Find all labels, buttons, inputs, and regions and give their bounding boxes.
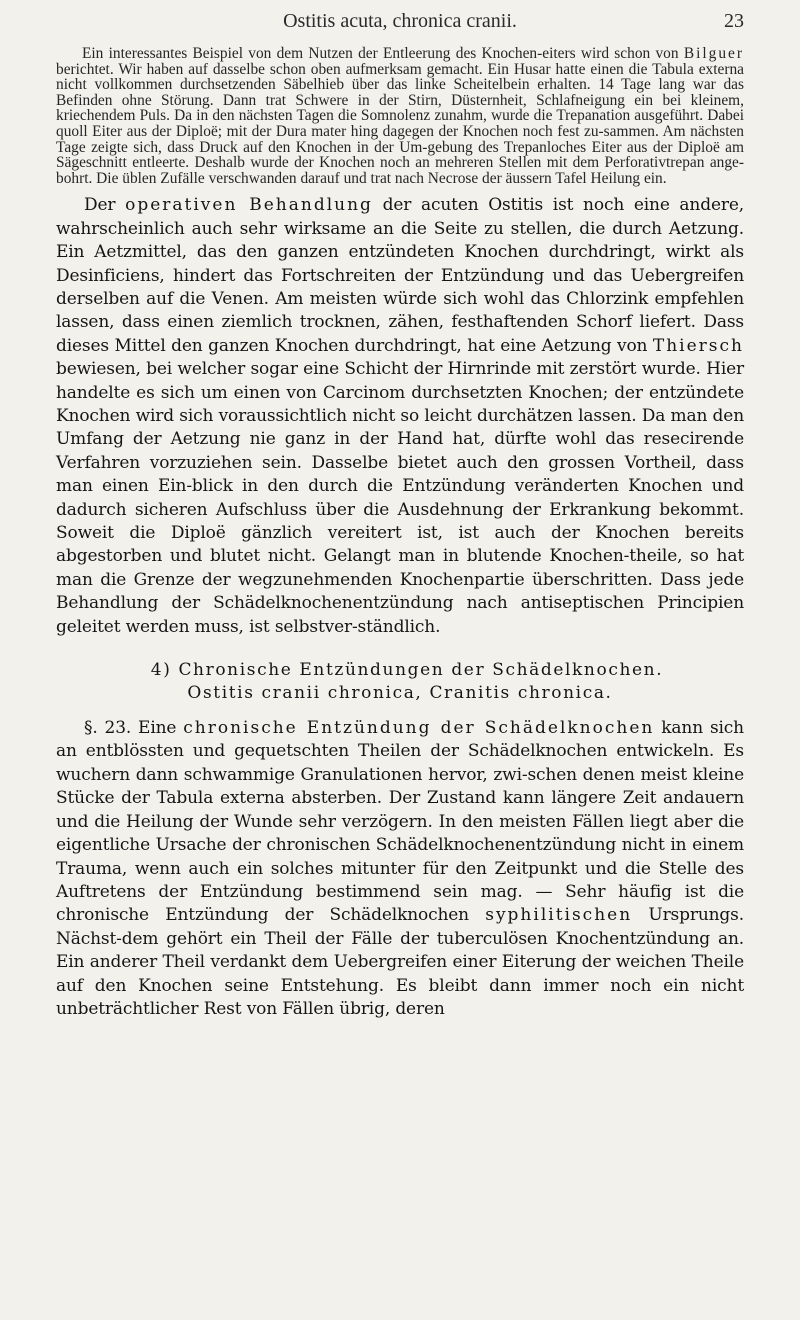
case-note-text-1: Ein interessantes Beispiel von dem Nutzen der Entleerung des Knochen-eiters wird schon von	[82, 45, 684, 62]
author-name-thiersch: Thiersch	[652, 335, 744, 356]
book-page	[56, 10, 744, 1021]
paragraph-23-text-3: Ursprungs. Nächst-dem gehört ein Theil der Fälle der tuberculösen Knochentzündung an. Ein anderer Theil verdankt dem Uebergreifen einer Eiterung der weichen Theile auf den Knochen seine Entstehung. Es bleibt dann immer noch ein nicht unbeträchtlicher Rest von Fällen übrig, deren	[56, 905, 744, 1019]
main-text	[56, 194, 744, 1021]
emphasis-syphilitic: syphilitischen	[485, 905, 633, 926]
page-number: 23	[724, 10, 744, 32]
running-title: Ostitis acuta, chronica cranii.	[283, 10, 517, 32]
section-heading-line-1: 4) Chronische Entzündungen der Schädelknochen.	[150, 660, 664, 681]
operative-text-1: Der	[84, 195, 126, 216]
paragraph-23-text-2: kann sich an entblössten und gequetschten Theilen der Schädelknochen entwickeln. Es wuchern dann schwammige Granulationen hervor, zwi-schen denen meist kleine Stücke der Tabula externa absterben. Der Zustand kann längere Zeit andauern und die Heilung der Wunde sehr verzögern. In den meisten Fällen liegt aber die eigentliche Ursache der chronischen Schädelknochenentzündung nicht in einem Trauma, wenn auch ein solches mitunter für den Zeitpunkt und die Stelle des Auftretens der Entzündung bestimmend sein mag. — Sehr häufig ist die chronische Entzündung der Schädelknochen	[56, 718, 744, 926]
paragraph-23-text-1: §. 23. Eine	[84, 718, 184, 739]
case-note-text-2: berichtet. Wir haben auf dasselbe schon oben aufmerksam gemacht. Ein Husar hatte einen die Tabula externa nicht vollkommen durchsetzenden Säbelhieb über das linke Scheitelbein erhalten. 14 Tage lang war das Befinden ohne Störung. Dann trat Schwere in der Stirn, Düsternheit, Schlafneigung ein bei kleinem, kriechendem Puls. Da in den nächsten Tagen die Somnolenz zunahm, wurde die Trepanation ausgeführt. Dabei quoll Eiter aus der Diploë; mit der Dura mater hing dagegen der Knochen noch fest zu-sammen. Am nächsten Tage zeigte sich, dass Druck auf den Knochen in der Um-gebung des Trepanloches Eiter aus der Diploë am Sägeschnitt entleerte. Deshalb wurde der Knochen noch an mehreren Stellen mit dem Perforativtrepan ange-bohrt. Die üblen Zufälle verschwanden darauf und trat nach Necrose der äussern Tafel Heilung ein.	[56, 60, 744, 187]
section-heading	[56, 659, 744, 705]
section-heading-line-2: Ostitis cranii chronica, Cranitis chronica.	[187, 683, 613, 704]
operative-text-2: der acuten Ostitis ist noch eine andere, wahrscheinlich auch sehr wirksame an die Seite zu stellen, die durch Aetzung. Ein Aetzmittel, das den ganzen entzündeten Knochen durchdringt, wirkt als Desinficiens, hindert das Fortschreiten der Entzündung und das Uebergreifen derselben auf die Venen. Am meisten würde sich wohl das Chlorzink empfehlen lassen, dass einen ziemlich trocknen, zähen, festhaftenden Schorf liefert. Dass dieses Mittel den ganzen Knochen durchdringt, hat eine Aetzung von	[56, 195, 744, 356]
paragraph-23	[56, 717, 744, 1021]
case-note	[56, 46, 744, 186]
operative-paragraph	[56, 194, 744, 639]
operative-text-3: bewiesen, bei welcher sogar eine Schicht der Hirnrinde mit zerstört wurde. Hier handelte es sich um einen von Carcinom durchsetzten Knochen; der entzündete Knochen wird sich voraussichtlich nicht so leicht durchätzen lassen. Da man den Umfang der Aetzung nie ganz in der Hand hat, dürfte wohl das resecirende Verfahren vorzuziehen sein. Dasselbe bietet auch den grossen Vortheil, dass man einen Ein-blick in den durch die Entzündung veränderten Knochen und dadurch sicheren Aufschluss über die Ausdehnung der Erkrankung bekommt. Soweit die Diploë gänzlich vereitert ist, ist auch der Knochen bereits abgestorben und blutet nicht. Gelangt man in blutende Knochen-theile, so hat man die Grenze der wegzunehmenden Knochenpartie überschritten. Dass jede Behandlung der Schädelknochenentzündung nach antiseptischen Principien geleitet werden muss, ist selbstver-ständlich.	[56, 359, 744, 637]
emphasis-chronic-inflammation: chronische Entzündung der Schädelknochen	[183, 718, 655, 739]
case-note-paragraph	[56, 46, 744, 186]
emphasis-operative-treatment: operativen Behandlung	[125, 195, 373, 216]
running-header	[56, 10, 744, 36]
author-name-bilguer: Bilguer	[683, 45, 744, 62]
